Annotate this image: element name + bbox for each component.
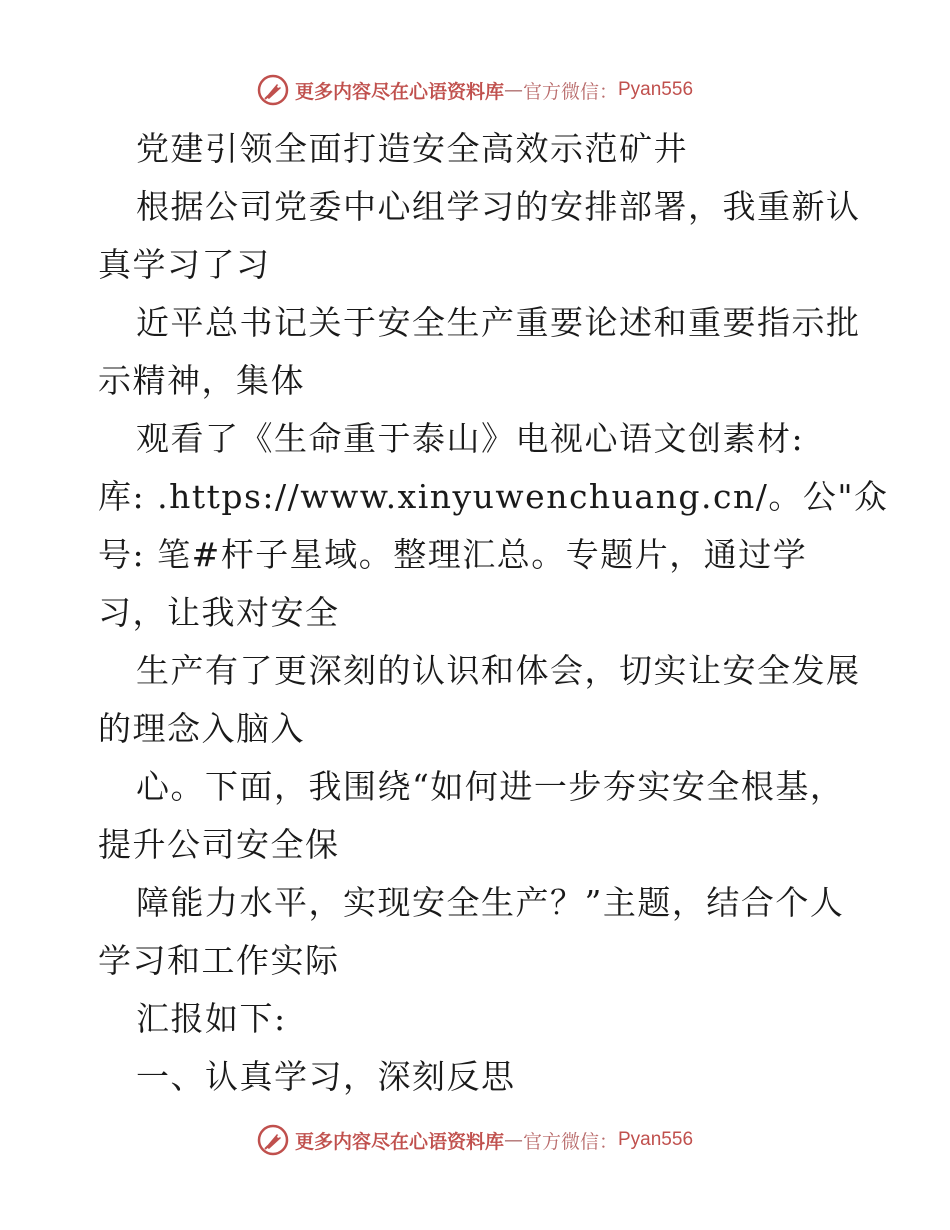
text-line: 学习和工作实际: [98, 941, 340, 980]
text-line: 党建引领全面打造安全高效示范矿井: [136, 129, 688, 168]
text-line: 近平总书记关于安全生产重要论述和重要指示批: [136, 303, 861, 342]
text-line: 障能力水平，实现安全生产？”主题，结合个人: [136, 883, 845, 922]
watermark-wechat-id: Pyan556: [618, 1129, 694, 1150]
text-line: 真学习了习: [98, 245, 271, 284]
text-line: 观看了《生命重于泰山》电视心语文创素材:: [136, 419, 805, 458]
watermark-main-text: 更多内容尽在心语资料库: [294, 80, 504, 103]
text-line: 心。下面，我围绕“如何进一步夯实安全根基，: [136, 767, 845, 806]
watermark-main-text: 更多内容尽在心语资料库: [294, 1130, 504, 1153]
text-line: 示精神，集体: [98, 361, 305, 400]
watermark-sub-text: 官方微信：: [522, 80, 618, 103]
text-line: 的理念入脑入: [98, 709, 305, 748]
text-line: 号: 笔#杆子星域。整理汇总。专题片，通过学: [98, 535, 808, 574]
watermark-sub-text: 官方微信：: [522, 1130, 618, 1153]
text-line: 汇报如下:: [136, 999, 287, 1038]
text-line: 一、认真学习，深刻反思: [136, 1057, 516, 1096]
watermark-separator: —: [503, 1129, 523, 1151]
header-watermark: [0, 70, 950, 110]
text-line: 习，让我对安全: [98, 593, 340, 632]
pen-nib-logo-icon: [257, 74, 289, 106]
text-line: 库: .https://www.xinyuwenchuang.cn/。公"众: [98, 477, 889, 516]
watermark-wechat-id: Pyan556: [618, 79, 694, 100]
pen-nib-logo-icon: [257, 1124, 289, 1156]
watermark-separator: —: [503, 79, 523, 101]
footer-watermark: [0, 1120, 950, 1160]
text-line: 生产有了更深刻的认识和体会，切实让安全发展: [136, 651, 861, 690]
text-line: 提升公司安全保: [98, 825, 340, 864]
text-line: 根据公司党委中心组学习的安排部署，我重新认: [136, 187, 861, 226]
